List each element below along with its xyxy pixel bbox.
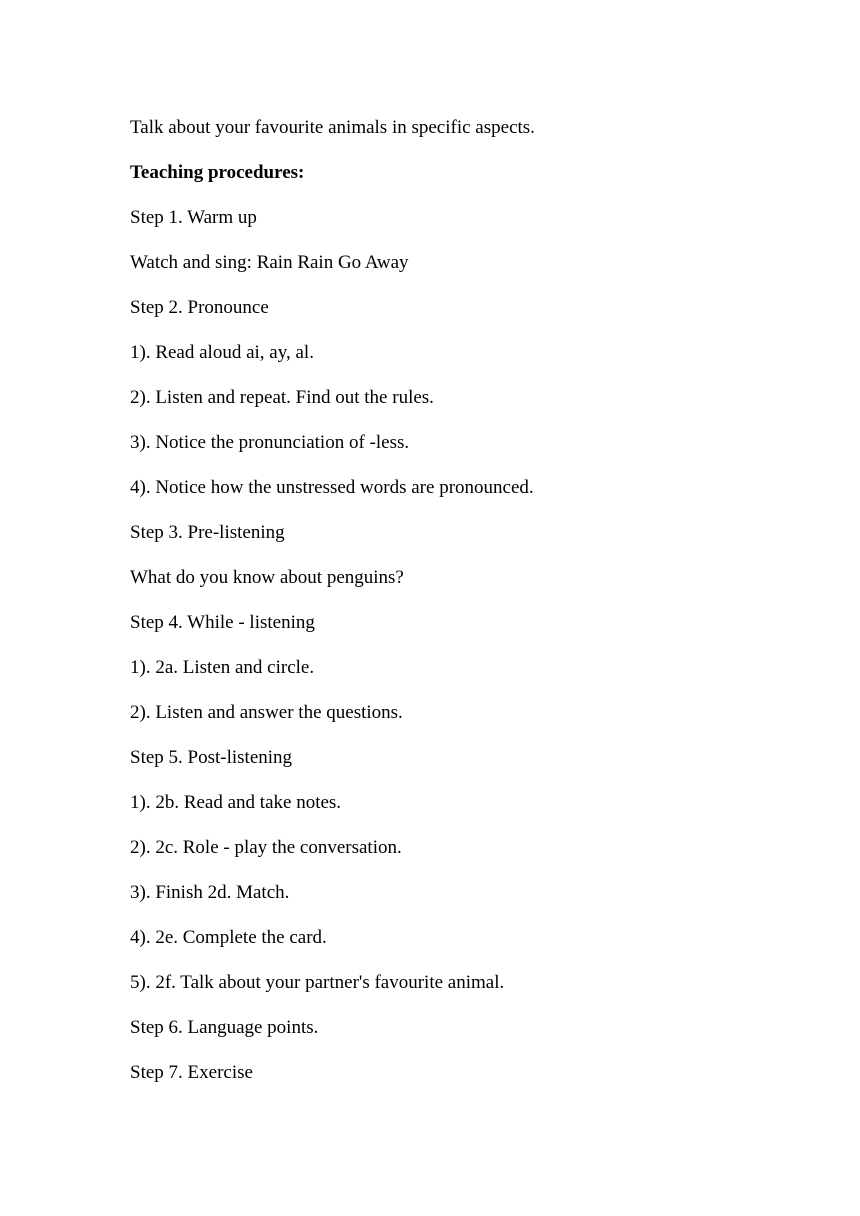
text-line: Watch and sing: Rain Rain Go Away <box>130 252 409 273</box>
text-line: Step 5. Post-listening <box>130 747 293 768</box>
document-body <box>130 116 770 1106</box>
text-line: 4). Notice how the unstressed words are pronounced. <box>130 477 534 498</box>
text-line: What do you know about penguins? <box>130 567 404 588</box>
text-line: Step 2. Pronounce <box>130 297 269 318</box>
text-line: 1). 2a. Listen and circle. <box>130 657 315 678</box>
text-line: Step 4. While - listening <box>130 612 315 633</box>
text-line: 3). Notice the pronunciation of -less. <box>130 432 410 453</box>
text-line: 4). 2e. Complete the card. <box>130 927 327 948</box>
text-line: 5). 2f. Talk about your partner's favourite animal. <box>130 972 505 993</box>
text-line: 3). Finish 2d. Match. <box>130 882 290 903</box>
text-line: 2). Listen and repeat. Find out the rules. <box>130 387 434 408</box>
text-line: 1). Read aloud ai, ay, al. <box>130 342 314 363</box>
section-heading: Teaching procedures: <box>130 162 305 183</box>
text-line: 2). Listen and answer the questions. <box>130 702 403 723</box>
text-line: Step 1. Warm up <box>130 207 257 228</box>
text-line: Talk about your favourite animals in specific aspects. <box>130 117 535 138</box>
text-line: Step 3. Pre-listening <box>130 522 285 543</box>
text-line: 2). 2c. Role - play the conversation. <box>130 837 402 858</box>
text-line: Step 7. Exercise <box>130 1062 253 1083</box>
text-line: Step 6. Language points. <box>130 1017 319 1038</box>
text-line: 1). 2b. Read and take notes. <box>130 792 342 813</box>
